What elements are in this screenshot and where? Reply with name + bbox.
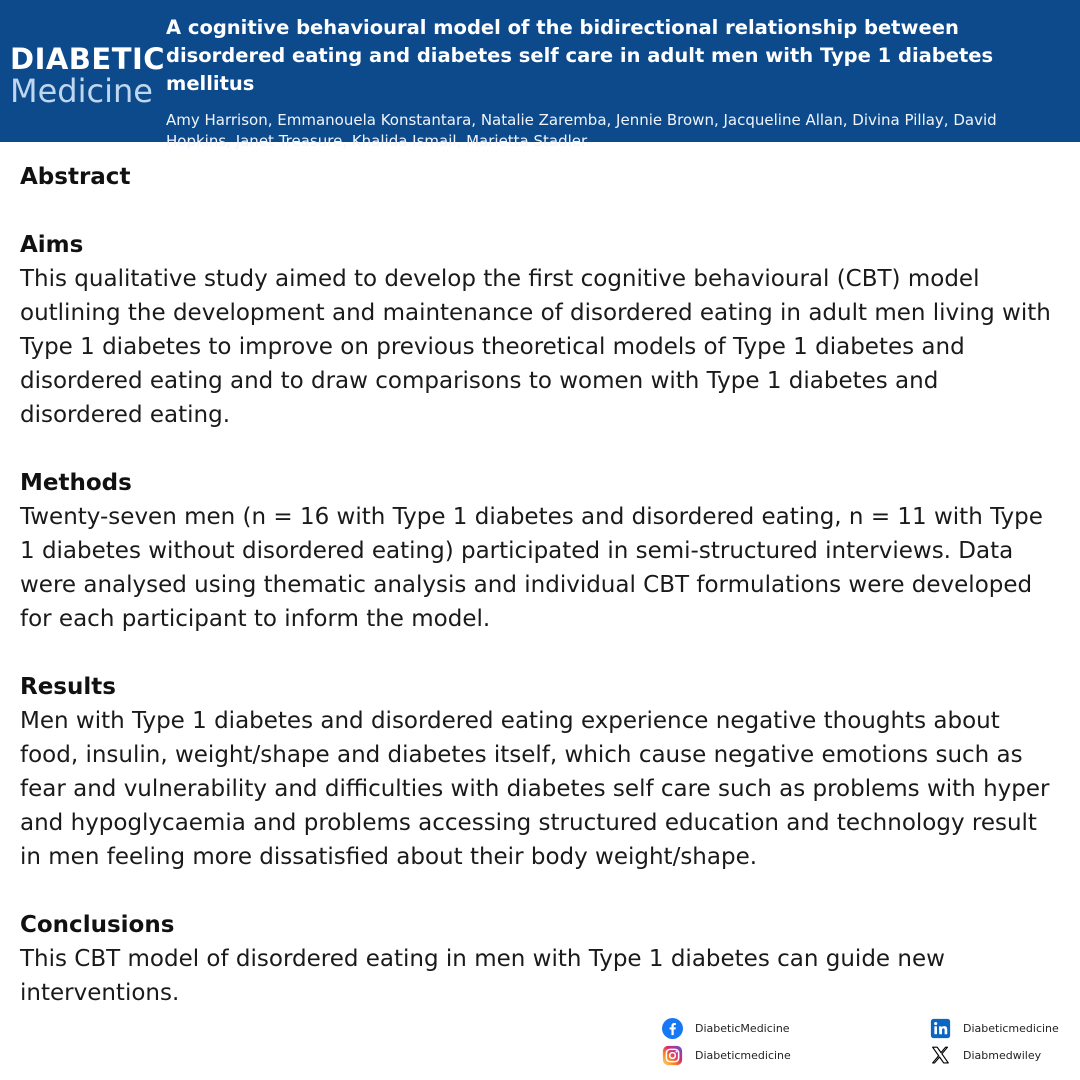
social-linkedin[interactable] [930, 1018, 1059, 1039]
article-authors: Amy Harrison, Emmanouela Konstantara, Natalie Zaremba, Jennie Brown, Jacqueline Allan, Divina Pillay, David Hopkins, Janet Treasure, Khalida Ismail, Marietta Stadler [166, 111, 997, 150]
instagram-icon [662, 1045, 683, 1066]
journal-logo-line1: DIABETIC [10, 42, 166, 76]
x-icon [930, 1045, 951, 1066]
social-x[interactable] [930, 1045, 1041, 1066]
x-handle: Diabmedwiley [963, 1049, 1042, 1062]
social-instagram[interactable] [662, 1045, 791, 1066]
header-text [166, 14, 1066, 152]
social-facebook[interactable] [662, 1018, 790, 1039]
section-aims [20, 228, 1060, 432]
section-heading: Aims [20, 232, 84, 258]
section-text: Twenty-seven men (n = 16 with Type 1 diabetes and disordered eating, n = 11 with Type 1 diabetes without disordered eating) participated in semi-structured interviews. Data were analysed using thematic analysis and individual CBT formulations were developed for each participant to inform the model. [20, 504, 1043, 632]
linkedin-icon [930, 1018, 951, 1039]
header-banner [0, 0, 1080, 150]
section-heading: Results [20, 674, 116, 700]
section-text: Men with Type 1 diabetes and disordered eating experience negative thoughts about food, insulin, weight/shape and diabetes itself, which cause negative emotions such as fear and vulnerability and difficulties with diabetes self care such as problems with hyper and hypoglycaemia and problems accessing structured education and technology result in men feeling more dissatisfied about their body weight/shape. [20, 708, 1050, 870]
section-text: This CBT model of disordered eating in men with Type 1 diabetes can guide new interventions. [20, 946, 945, 1006]
abstract-heading: Abstract [20, 164, 131, 190]
article-title: A cognitive behavioural model of the bidirectional relationship between disordered eating and diabetes self care in adult men with Type 1 diabetes mellitus [166, 16, 994, 95]
section-text: This qualitative study aimed to develop the first cognitive behavioural (CBT) model outlining the development and maintenance of disordered eating in adult men living with Type 1 diabetes to improve on previous theoretical models of Type 1 diabetes and disordered eating and to draw comparisons to women with Type 1 diabetes and disordered eating. [20, 266, 1051, 428]
section-heading: Conclusions [20, 912, 175, 938]
section-conclusions [20, 908, 1060, 1010]
journal-logo-line2: Medicine [10, 72, 153, 110]
section-results [20, 670, 1060, 874]
instagram-handle: Diabeticmedicine [695, 1049, 791, 1062]
linkedin-handle: Diabeticmedicine [963, 1022, 1059, 1035]
abstract-body [20, 160, 1060, 1044]
section-heading: Methods [20, 470, 132, 496]
facebook-icon [662, 1018, 683, 1039]
facebook-handle: DiabeticMedicine [695, 1022, 790, 1035]
journal-logo [10, 44, 165, 108]
section-methods [20, 466, 1060, 636]
